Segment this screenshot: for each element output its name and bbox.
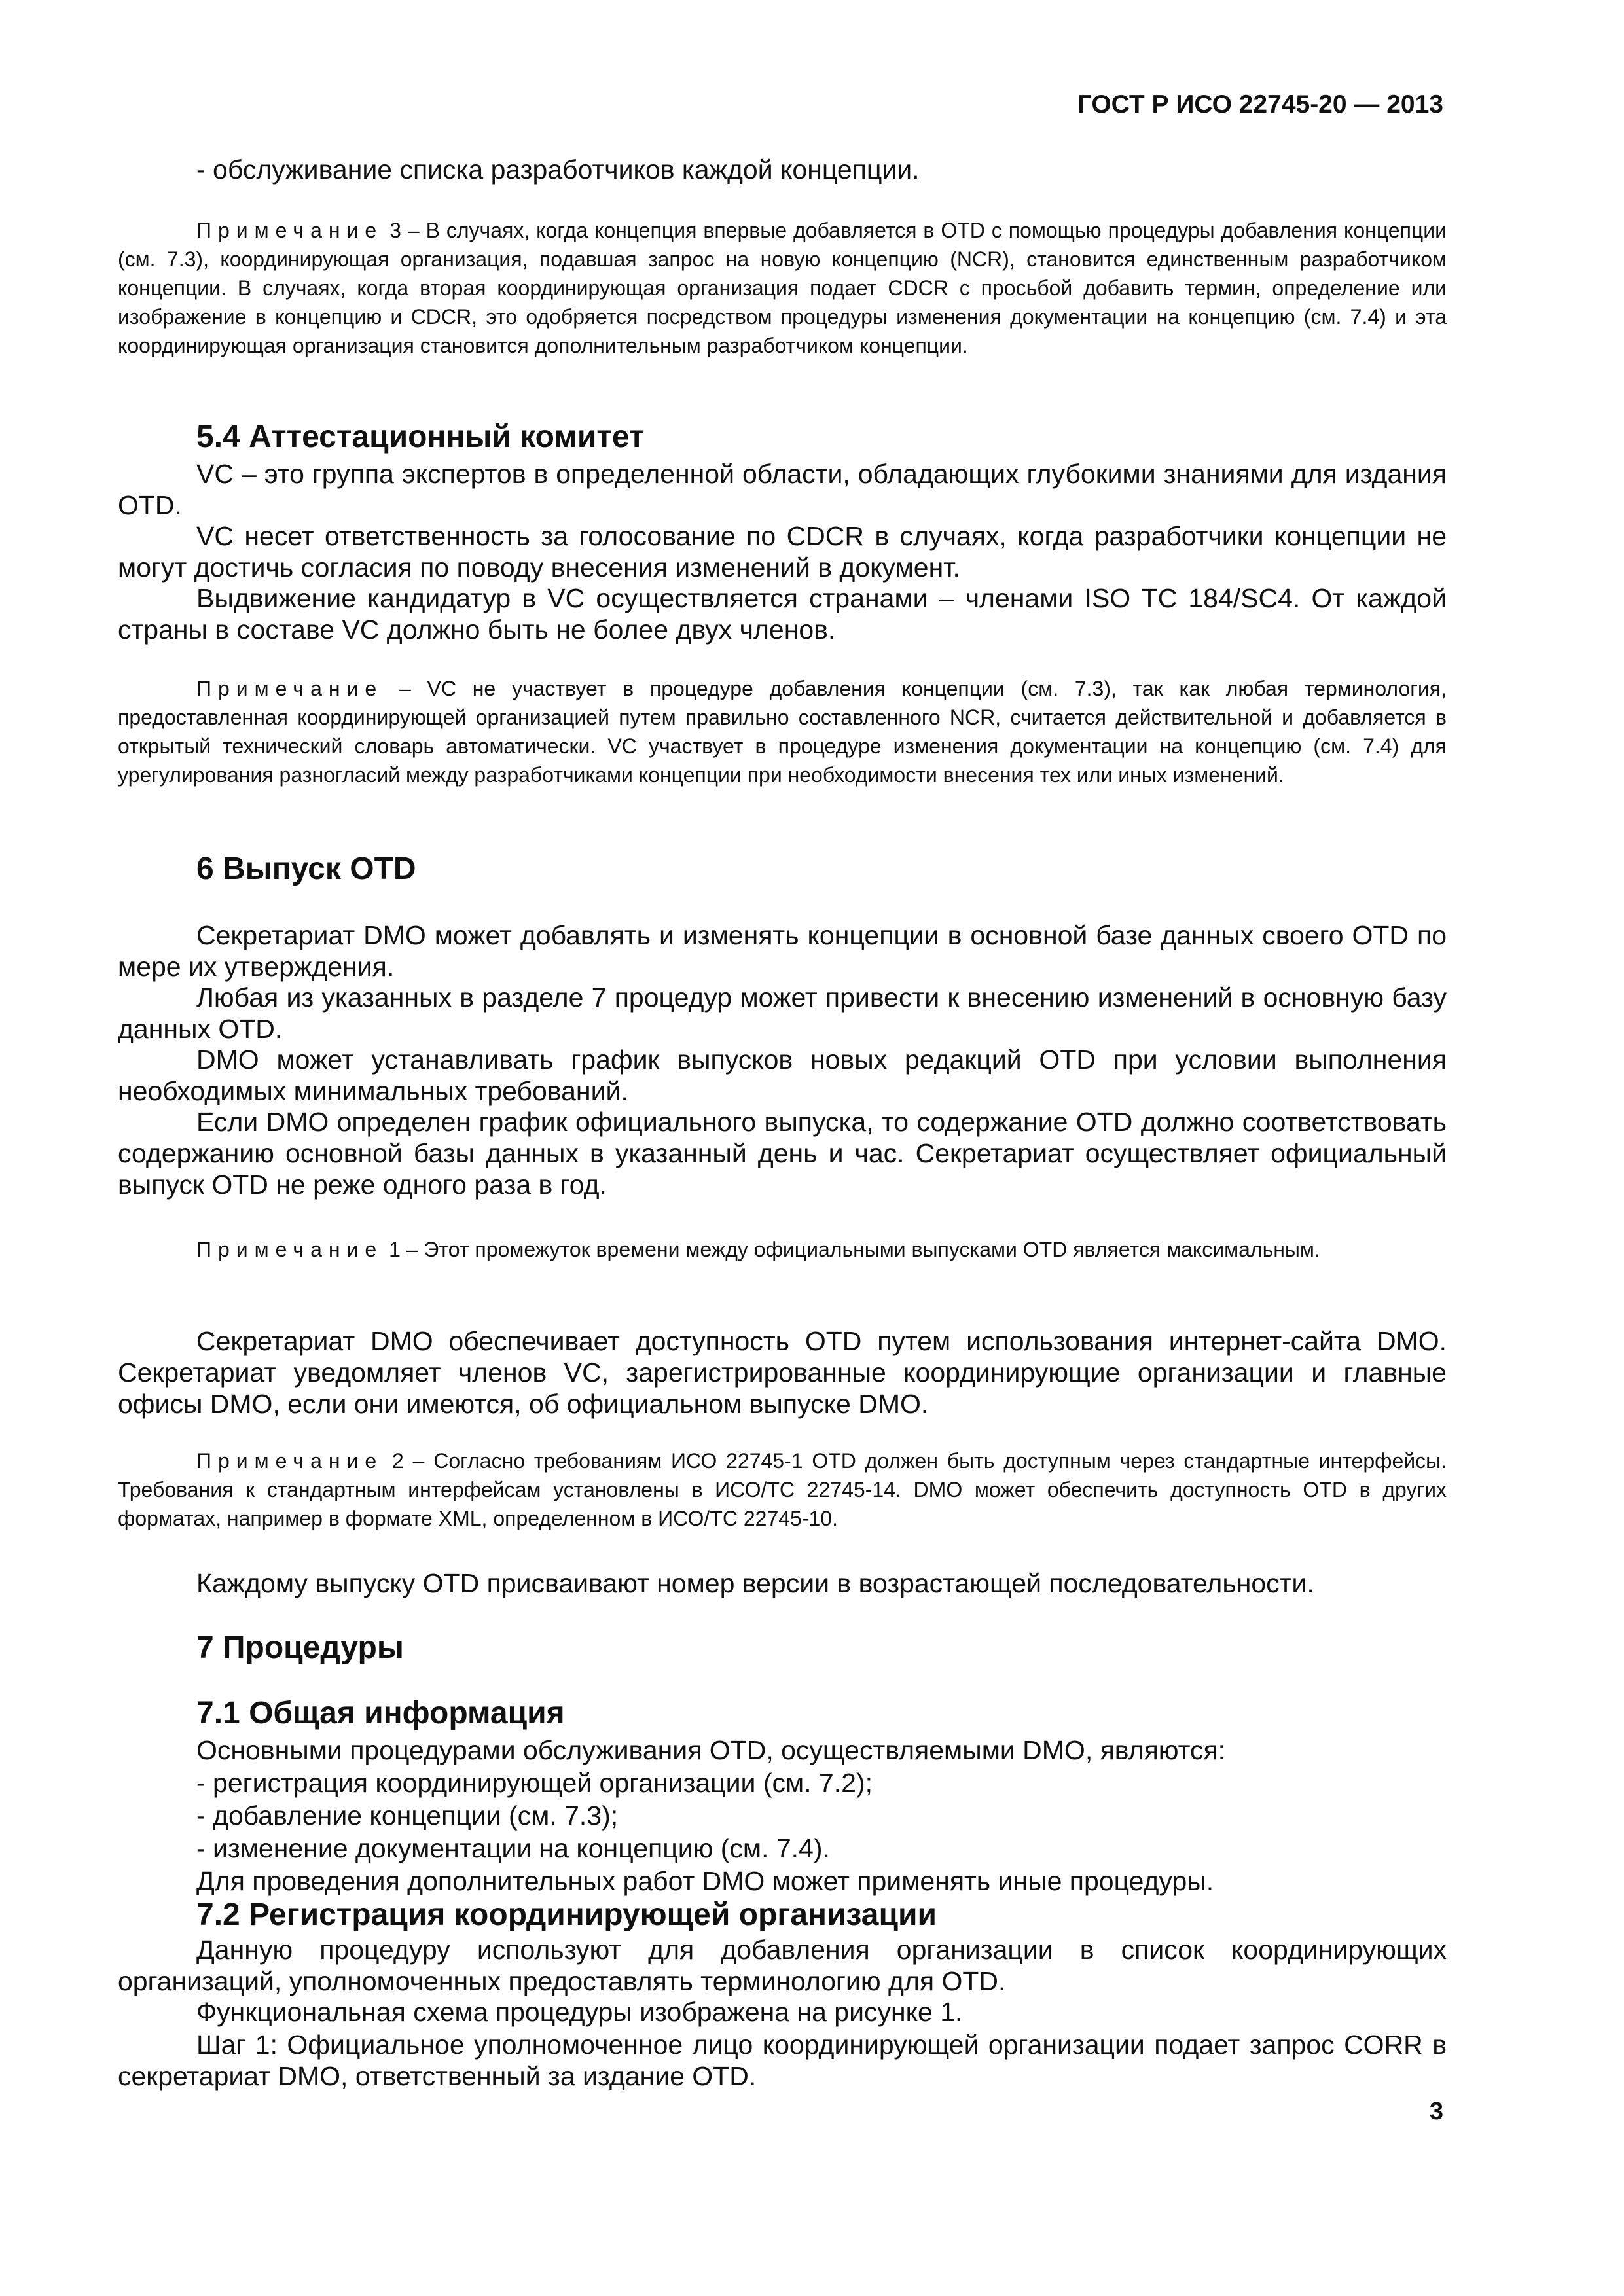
list-item-developers: - обслуживание списка разработчиков каждой концепции. xyxy=(196,154,920,185)
paragraph: Данную процедуру используют для добавления организации в список координирующих организаций, уполномоченных предоставлять терминологию для OTD. xyxy=(118,1935,1447,1996)
heading-7-2: 7.2 Регистрация координирующей организации xyxy=(196,1897,937,1932)
paragraph: Каждому выпуску OTD присваивают номер версии в возрастающей последовательности. xyxy=(196,1568,1314,1598)
list-item: - добавление концепции (см. 7.3); xyxy=(196,1801,619,1831)
paragraph: Выдвижение кандидатур в VC осуществляется странами – членами ISO TC 184/SC4. От каждой страны в составе VC должно быть не более двух членов. xyxy=(118,583,1447,645)
paragraph: Функциональная схема процедуры изображена на рисунке 1. xyxy=(196,1997,963,2027)
paragraph: DMO может устанавливать график выпусков новых редакций OTD при условии выполнения необходимых минимальных требований. xyxy=(118,1045,1447,1106)
note-text: 1 – Этот промежуток времени между официальными выпусками OTD является максимальным. xyxy=(389,1238,1320,1261)
list-item: - регистрация координирующей организации (см. 7.2); xyxy=(196,1768,873,1798)
paragraph: VC – это группа экспертов в определенной области, обладающих глубокими знаниями для издания OTD. xyxy=(118,459,1447,520)
note-text: – VC не участвует в процедуре добавления концепции (см. 7.3), так как любая терминология, предоставленная координирующей организацией путем правильно составленного NCR, считается действительной и добавляется в открытый технический словарь автоматически. VC участвует в процедуре изменения документации на концепцию (см. 7.4) для урегулирования разногласий между разработчиками концепции при необходимости внесения тех или иных изменений. xyxy=(118,677,1447,787)
heading-5-4: 5.4 Аттестационный комитет xyxy=(196,420,645,454)
paragraph: Любая из указанных в разделе 7 процедур может привести к внесению изменений в основную базу данных OTD. xyxy=(118,982,1447,1044)
note-6-2 xyxy=(118,1446,1447,1533)
list-item: - изменение документации на концепцию (см. 7.4). xyxy=(196,1833,830,1863)
page-number: 3 xyxy=(1429,2098,1443,2125)
paragraph: Шаг 1: Официальное уполномоченное лицо координирующей организации подает запрос CORR в секретариат DMO, ответственный за издание OTD. xyxy=(118,2030,1447,2091)
heading-6: 6 Выпуск OTD xyxy=(196,852,416,886)
note-label: Примечание xyxy=(196,1449,384,1473)
paragraph: Основными процедурами обслуживания OTD, осуществляемыми DMO, являются: xyxy=(196,1735,1226,1765)
note-text: 2 – Согласно требованиям ИСО 22745-1 OTD должен быть доступным через стандартные интерфейсы. Требования к стандартным интерфейсам установлены в ИСО/ТС 22745-14. DMO может обеспечить доступность OTD в других форматах, например в формате XML, определенном в ИСО/ТС 22745-10. xyxy=(118,1449,1447,1530)
paragraph: Секретариат DMO обеспечивает доступность OTD путем использования интернет-сайта DMO. Секретариат уведомляет членов VC, зарегистрированные координирующие организации и главные офисы DMO, если они имеются, об официальном выпуске DMO. xyxy=(118,1326,1447,1419)
paragraph: Для проведения дополнительных работ DMO может применять иные процедуры. xyxy=(196,1866,1214,1896)
note-6-1 xyxy=(118,1235,1447,1264)
note-vc xyxy=(118,674,1447,789)
note-label: Примечание xyxy=(196,677,384,700)
note-3 xyxy=(118,216,1447,360)
paragraph: VC несет ответственность за голосование по CDCR в случаях, когда разработчики концепции не могут достичь согласия по поводу внесения изменений в документ. xyxy=(118,521,1447,583)
note-label: Примечание xyxy=(196,1238,384,1261)
heading-7: 7 Процедуры xyxy=(196,1630,404,1665)
note-text: 3 – В случаях, когда концепция впервые добавляется в OTD с помощью процедуры добавления концепции (см. 7.3), координирующая организация, подавшая запрос на новую концепцию (NCR), становится единственным разработчиком концепции. В случаях, когда вторая координирующая организация подает CDCR с просьбой добавить термин, определение или изображение в концепцию и CDCR, это одобряется посредством процедуры изменения документации на концепцию (см. 7.4) и эта координирующая организация становится дополнительным разработчиком концепции. xyxy=(118,219,1447,357)
heading-7-1: 7.1 Общая информация xyxy=(196,1696,565,1731)
document-header: ГОСТ Р ИСО 22745-20 — 2013 xyxy=(1077,90,1443,118)
note-label: Примечание xyxy=(196,219,384,242)
paragraph: Секретариат DMO может добавлять и изменять концепции в основной базе данных своего OTD по мере их утверждения. xyxy=(118,920,1447,982)
paragraph: Если DMO определен график официального выпуска, то содержание OTD должно соответствовать содержанию основной базы данных в указанный день и час. Секретариат осуществляет официальный выпуск OTD не реже одного раза в год. xyxy=(118,1107,1447,1200)
